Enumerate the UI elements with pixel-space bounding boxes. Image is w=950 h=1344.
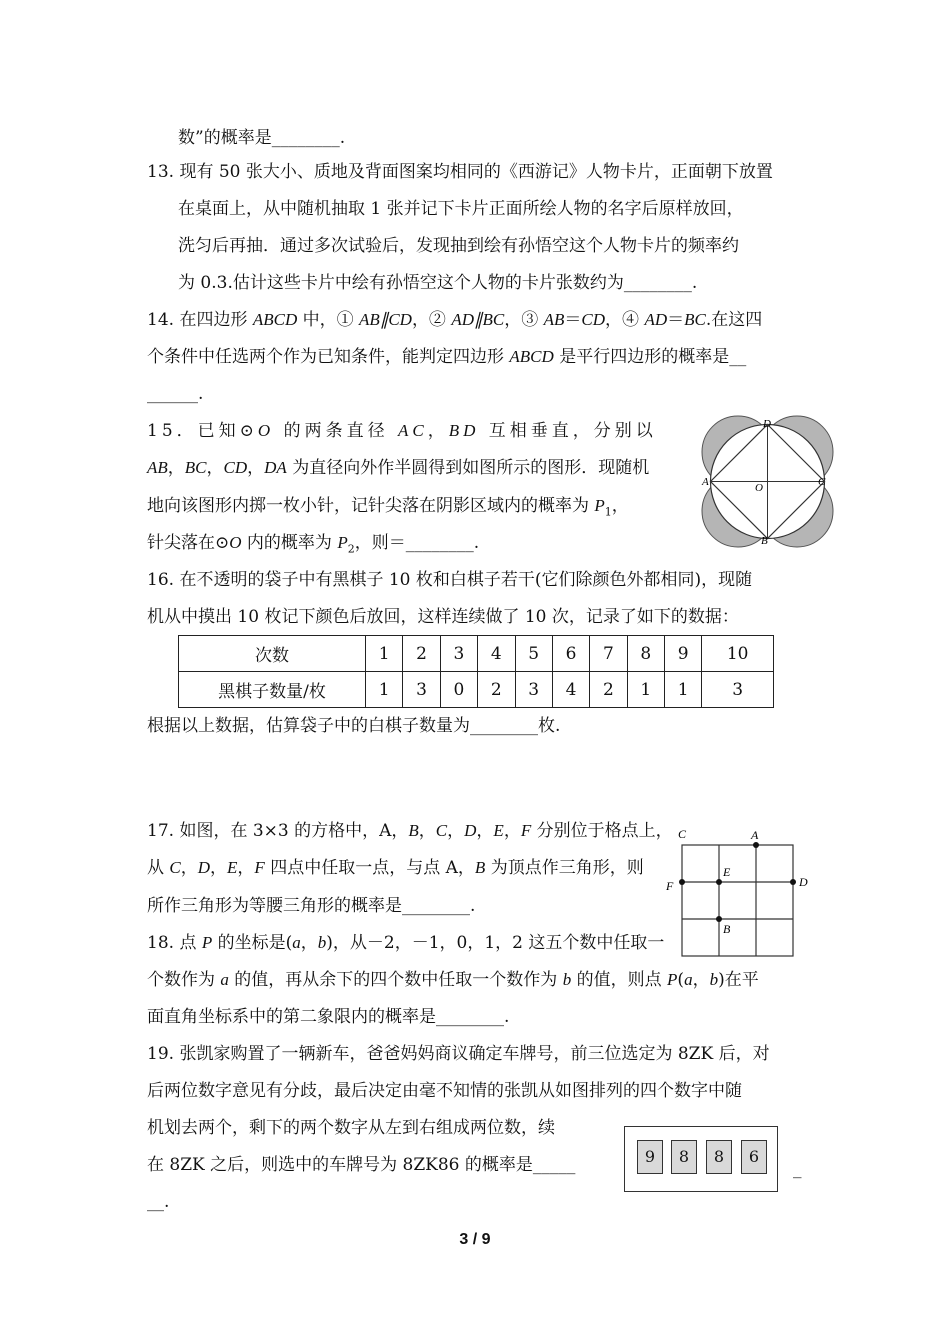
q17-label-a: A (751, 828, 759, 842)
q17-line-2: 从 C，D，E，F 四点中任取一点，与点 A，B 为顶点作三角形，则 (147, 858, 644, 878)
q16-line-2: 机从中摸出 10 枚记下颜色后放回，这样连续做了 10 次，记录了如下的数据： (147, 607, 739, 627)
q14-line-2: 个条件中任选两个作为已知条件，能判定四边形 ABCD 是平行四边形的概率是__ (147, 347, 747, 367)
table-cell: 7 (590, 636, 627, 672)
q17-point-f (679, 879, 685, 885)
q18-line-2: 个数作为 a 的值，再从余下的四个数中任取一个数作为 b 的值，则点 P(a，b)在平 (147, 970, 759, 990)
table-cell: 3 (515, 672, 552, 708)
q19-card: 8 (671, 1140, 697, 1174)
table-cell: 2 (590, 672, 627, 708)
table-row (179, 636, 774, 672)
q17-label-b: B (723, 922, 731, 936)
q15-line-3: 地向该图形内掷一枚小针，记针尖落在阴影区域内的概率为 $P_1$， (147, 496, 629, 519)
q15-circle-figure (700, 414, 835, 549)
q16-line-1: 16. 在不透明的袋子中有黑棋子 10 枚和白棋子若干(它们除颜色外都相同)，现随 (147, 570, 753, 590)
table-header-trials: 次数 (179, 636, 366, 672)
table-row (179, 672, 774, 708)
q19-line-2: 后两位数字意见有分歧，最后决定由毫不知情的张凯从如图排列的四个数字中随 (147, 1081, 742, 1101)
q13-line-2: 在桌面上，从中随机抽取 1 张并记下卡片正面所绘人物的名字后原样放回， (178, 199, 744, 219)
table-header-black-count: 黑棋子数量/枚 (179, 672, 366, 708)
table-cell: 2 (403, 636, 440, 672)
q13-line-3: 洗匀后再抽．通过多次试验后，发现抽到绘有孙悟空这个人物卡片的频率约 (178, 236, 739, 256)
q13-line-4: 为 0.3.估计这些卡片中绘有孙悟空这个人物的卡片张数约为________. (178, 273, 698, 293)
q17-line-3: 所作三角形为等腰三角形的概率是________. (147, 896, 476, 916)
q15-label-o: O (755, 482, 763, 494)
table-cell: 5 (515, 636, 552, 672)
q19-line-1: 19. 张凯家购置了一辆新车，爸爸妈妈商议确定车牌号，前三位选定为 8ZK 后，对 (147, 1044, 770, 1064)
q17-label-c: C (678, 827, 687, 841)
table-cell: 1 (366, 636, 403, 672)
table-cell: 1 (366, 672, 403, 708)
q19-card: 9 (637, 1140, 663, 1174)
table-cell: 0 (440, 672, 477, 708)
q18-line-1: 18. 点 P 的坐标是(a，b)，从－2，－1，0，1，2 这五个数中任取一 (147, 933, 665, 953)
q14-line-3: ______. (147, 384, 204, 404)
q17-point-d (790, 879, 796, 885)
table-cell: 10 (702, 636, 774, 672)
q15-label-a: A (702, 476, 709, 488)
table-cell: 4 (478, 636, 515, 672)
q15-label-d: D (763, 418, 771, 430)
q19-card: 8 (706, 1140, 732, 1174)
table-cell: 4 (552, 672, 589, 708)
table-cell: 9 (665, 636, 702, 672)
q13-line-1: 13. 现有 50 张大小、质地及背面图案均相同的《西游记》人物卡片，正面朝下放置 (147, 162, 773, 182)
table-cell: 1 (627, 672, 664, 708)
q12-tail-text: 数”的概率是________. (178, 128, 346, 148)
q15-line-2: AB，BC，CD，DA 为直径向外作半圆得到如图所示的图形．现随机 (147, 458, 650, 478)
q17-grid-figure (666, 824, 816, 959)
q16-data-table (178, 635, 774, 708)
q17-label-f: F (666, 879, 674, 893)
q14-line-1: 14. 在四边形 ABCD 中，① AB∥CD，② AD∥BC，③ AB＝CD，④ AD＝BC.在这四 (147, 310, 763, 330)
q15-line-1: 15．已知⊙O 的两条直径 AC，BD 互相垂直，分别以 (147, 421, 657, 441)
q19-line-4: 在 8ZK 之后，则选中的车牌号为 8ZK86 的概率是_____ (147, 1155, 576, 1175)
q15-label-c: C (818, 476, 826, 488)
table-cell: 1 (665, 672, 702, 708)
table-cell: 2 (478, 672, 515, 708)
q17-point-e (716, 879, 722, 885)
table-cell: 3 (403, 672, 440, 708)
q17-label-d: D (799, 875, 808, 889)
table-cell: 3 (440, 636, 477, 672)
q17-line-1: 17. 如图，在 3×3 的方格中，A，B，C，D，E，F 分别位于格点上， (147, 821, 673, 841)
q19-line-4-tail: _ (793, 1159, 802, 1179)
q15-label-b: B (761, 535, 768, 547)
q15-line-4: 针尖落在⊙O 内的概率为 $P_2$，则＝________. (147, 533, 480, 556)
table-cell: 3 (702, 672, 774, 708)
q18-line-3: 面直角坐标系中的第二象限内的概率是________. (147, 1007, 510, 1027)
q19-line-5: __. (147, 1192, 170, 1212)
q19-card: 6 (741, 1140, 767, 1174)
table-cell: 8 (627, 636, 664, 672)
page-number: 3 / 9 (459, 1231, 491, 1248)
q19-line-3: 机划去两个，剩下的两个数字从左到右组成两位数，续 (147, 1118, 555, 1138)
q17-grid-lines (682, 845, 793, 956)
q17-point-b (716, 916, 722, 922)
q17-label-e: E (723, 865, 731, 879)
table-cell: 6 (552, 636, 589, 672)
q16-line-3: 根据以上数据，估算袋子中的白棋子数量为________枚. (147, 716, 561, 736)
q17-point-a (753, 842, 759, 848)
